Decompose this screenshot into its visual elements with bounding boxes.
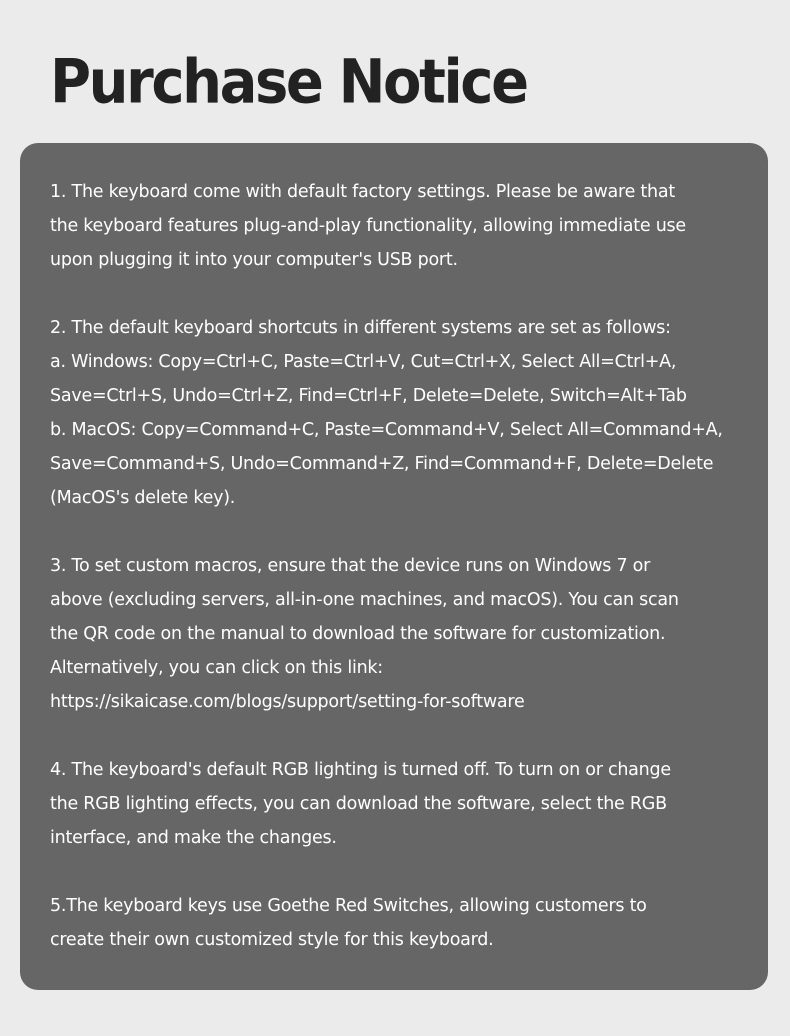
notice-line: 3. To set custom macros, ensure that the device runs on Windows 7 or [50, 556, 651, 576]
notice-line: (MacOS's delete key). [50, 488, 236, 508]
notice-line: 2. The default keyboard shortcuts in different systems are set as follows: [50, 318, 671, 338]
item-spacer [50, 719, 768, 753]
notice-line: above (excluding servers, all-in-one machines, and macOS). You can scan [50, 590, 679, 610]
item-spacer [50, 855, 768, 889]
notice-line: create their own customized style for this keyboard. [50, 930, 494, 950]
notice-item-4 [50, 753, 768, 855]
notice-line: the QR code on the manual to download the software for customization. [50, 624, 666, 644]
notice-panel [20, 143, 768, 990]
notice-line: Save=Ctrl+S, Undo=Ctrl+Z, Find=Ctrl+F, Delete=Delete, Switch=Alt+Tab [50, 386, 687, 406]
notice-line: a. Windows: Copy=Ctrl+C, Paste=Ctrl+V, Cut=Ctrl+X, Select All=Ctrl+A, [50, 352, 677, 372]
notice-item-5 [50, 889, 768, 957]
notice-line: Save=Command+S, Undo=Command+Z, Find=Command+F, Delete=Delete [50, 454, 714, 474]
notice-item-2 [50, 311, 768, 515]
notice-line: Alternatively, you can click on this link: [50, 658, 383, 678]
notice-item-1 [50, 175, 768, 277]
software-link: https://sikaicase.com/blogs/support/setting-for-software [50, 692, 525, 712]
notice-line: the keyboard features plug-and-play functionality, allowing immediate use [50, 216, 686, 236]
notice-line: 1. The keyboard come with default factory settings. Please be aware that [50, 182, 675, 202]
notice-item-3 [50, 549, 768, 719]
notice-line: upon plugging it into your computer's USB port. [50, 250, 458, 270]
item-spacer [50, 515, 768, 549]
page-title: Purchase Notice [50, 47, 527, 118]
notice-line: b. MacOS: Copy=Command+C, Paste=Command+V, Select All=Command+A, [50, 420, 723, 440]
notice-line: 5.The keyboard keys use Goethe Red Switches, allowing customers to [50, 896, 647, 916]
notice-line: the RGB lighting effects, you can download the software, select the RGB [50, 794, 667, 814]
notice-line: interface, and make the changes. [50, 828, 337, 848]
notice-line: 4. The keyboard's default RGB lighting is turned off. To turn on or change [50, 760, 671, 780]
item-spacer [50, 277, 768, 311]
